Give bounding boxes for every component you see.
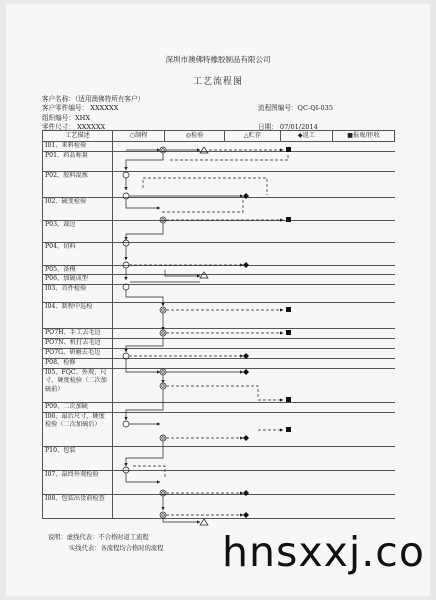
table-row	[43, 494, 395, 518]
step-label: I01、来料检验	[43, 142, 113, 152]
header-scrap-reject: ■报废/拒收	[333, 131, 395, 142]
table-row	[43, 328, 395, 338]
step-label: I08、包装出货前检查	[43, 494, 113, 518]
step-label: I06、最后尺寸、硬度检验（二次加硫后）	[43, 412, 113, 446]
customer-part-number: 客户零件编号： XXXXXX	[42, 104, 119, 112]
table-row	[43, 171, 395, 197]
company-name: 深圳市澳佛特橡胶制品有限公司	[165, 55, 271, 64]
step-label: P09、二次加硫	[43, 402, 113, 412]
group-number: 组织编号：XHX	[42, 114, 91, 122]
table-row	[43, 284, 395, 302]
step-label: I05、FQC、外观、尺寸、硬度检验（二次加硫前）	[43, 368, 113, 402]
header-inspection: ◎检验	[165, 131, 225, 142]
header-rework: ◆返工	[281, 131, 333, 142]
part-size: 零件尺寸： XXXXXX	[42, 123, 106, 131]
step-label: P03、裁边	[43, 220, 113, 242]
step-label: I02、硫变检验	[43, 197, 113, 220]
header-storage: △贮存	[225, 131, 281, 142]
step-label: PO7G、研磨去毛边	[43, 348, 113, 358]
legend-solid-line: 实线代表：各流程均合格时的流程	[69, 545, 164, 552]
table-row	[43, 265, 395, 275]
document-title: 工艺流程图	[192, 77, 243, 87]
table-row	[43, 412, 395, 446]
step-label: P04、切料	[43, 242, 113, 265]
process-flow-table	[42, 130, 395, 519]
table-row	[43, 348, 395, 358]
table-row	[43, 338, 395, 348]
table-row	[43, 142, 395, 152]
table-row	[43, 470, 395, 494]
step-label: P08、检修	[43, 358, 113, 368]
table-row	[43, 242, 395, 265]
step-label: P02、胶料混炼	[43, 171, 113, 197]
header-process-description: 工艺描述	[43, 131, 113, 142]
table-row	[43, 368, 395, 402]
table-row	[43, 446, 395, 470]
table-row	[43, 275, 395, 285]
step-label: I07、最终外观检验	[43, 470, 113, 494]
table-row	[43, 358, 395, 368]
step-label: P10、包装	[43, 446, 113, 470]
table-row	[43, 197, 395, 220]
watermark: hnsxxj.co	[222, 528, 425, 576]
table-header-row	[43, 131, 395, 142]
step-label: P05、备模	[43, 265, 113, 275]
table-row	[43, 402, 395, 412]
step-label: P01、药品称量	[43, 151, 113, 171]
step-label: P06、加硫成型	[43, 275, 113, 285]
step-label: PO7N、机打去毛边	[43, 338, 113, 348]
flow-chart-number: 流程图编号：QC-QI-035	[258, 104, 334, 112]
table-row	[43, 302, 395, 328]
header-process: ○制程	[113, 131, 165, 142]
table-row	[43, 151, 395, 171]
customer-name: 客户名称：（适用澳佛特所有客户）	[42, 95, 145, 103]
table-row	[43, 220, 395, 242]
document-date: 日期： 07/01/2014	[258, 123, 318, 131]
step-label: I03、首件检验	[43, 284, 113, 302]
step-label: PO7H、手工去毛边	[43, 328, 113, 338]
step-label: I04、制程中巡检	[43, 302, 113, 328]
legend-dashed-line: 说明：虚线代表：不合格时返工流程	[48, 534, 149, 541]
